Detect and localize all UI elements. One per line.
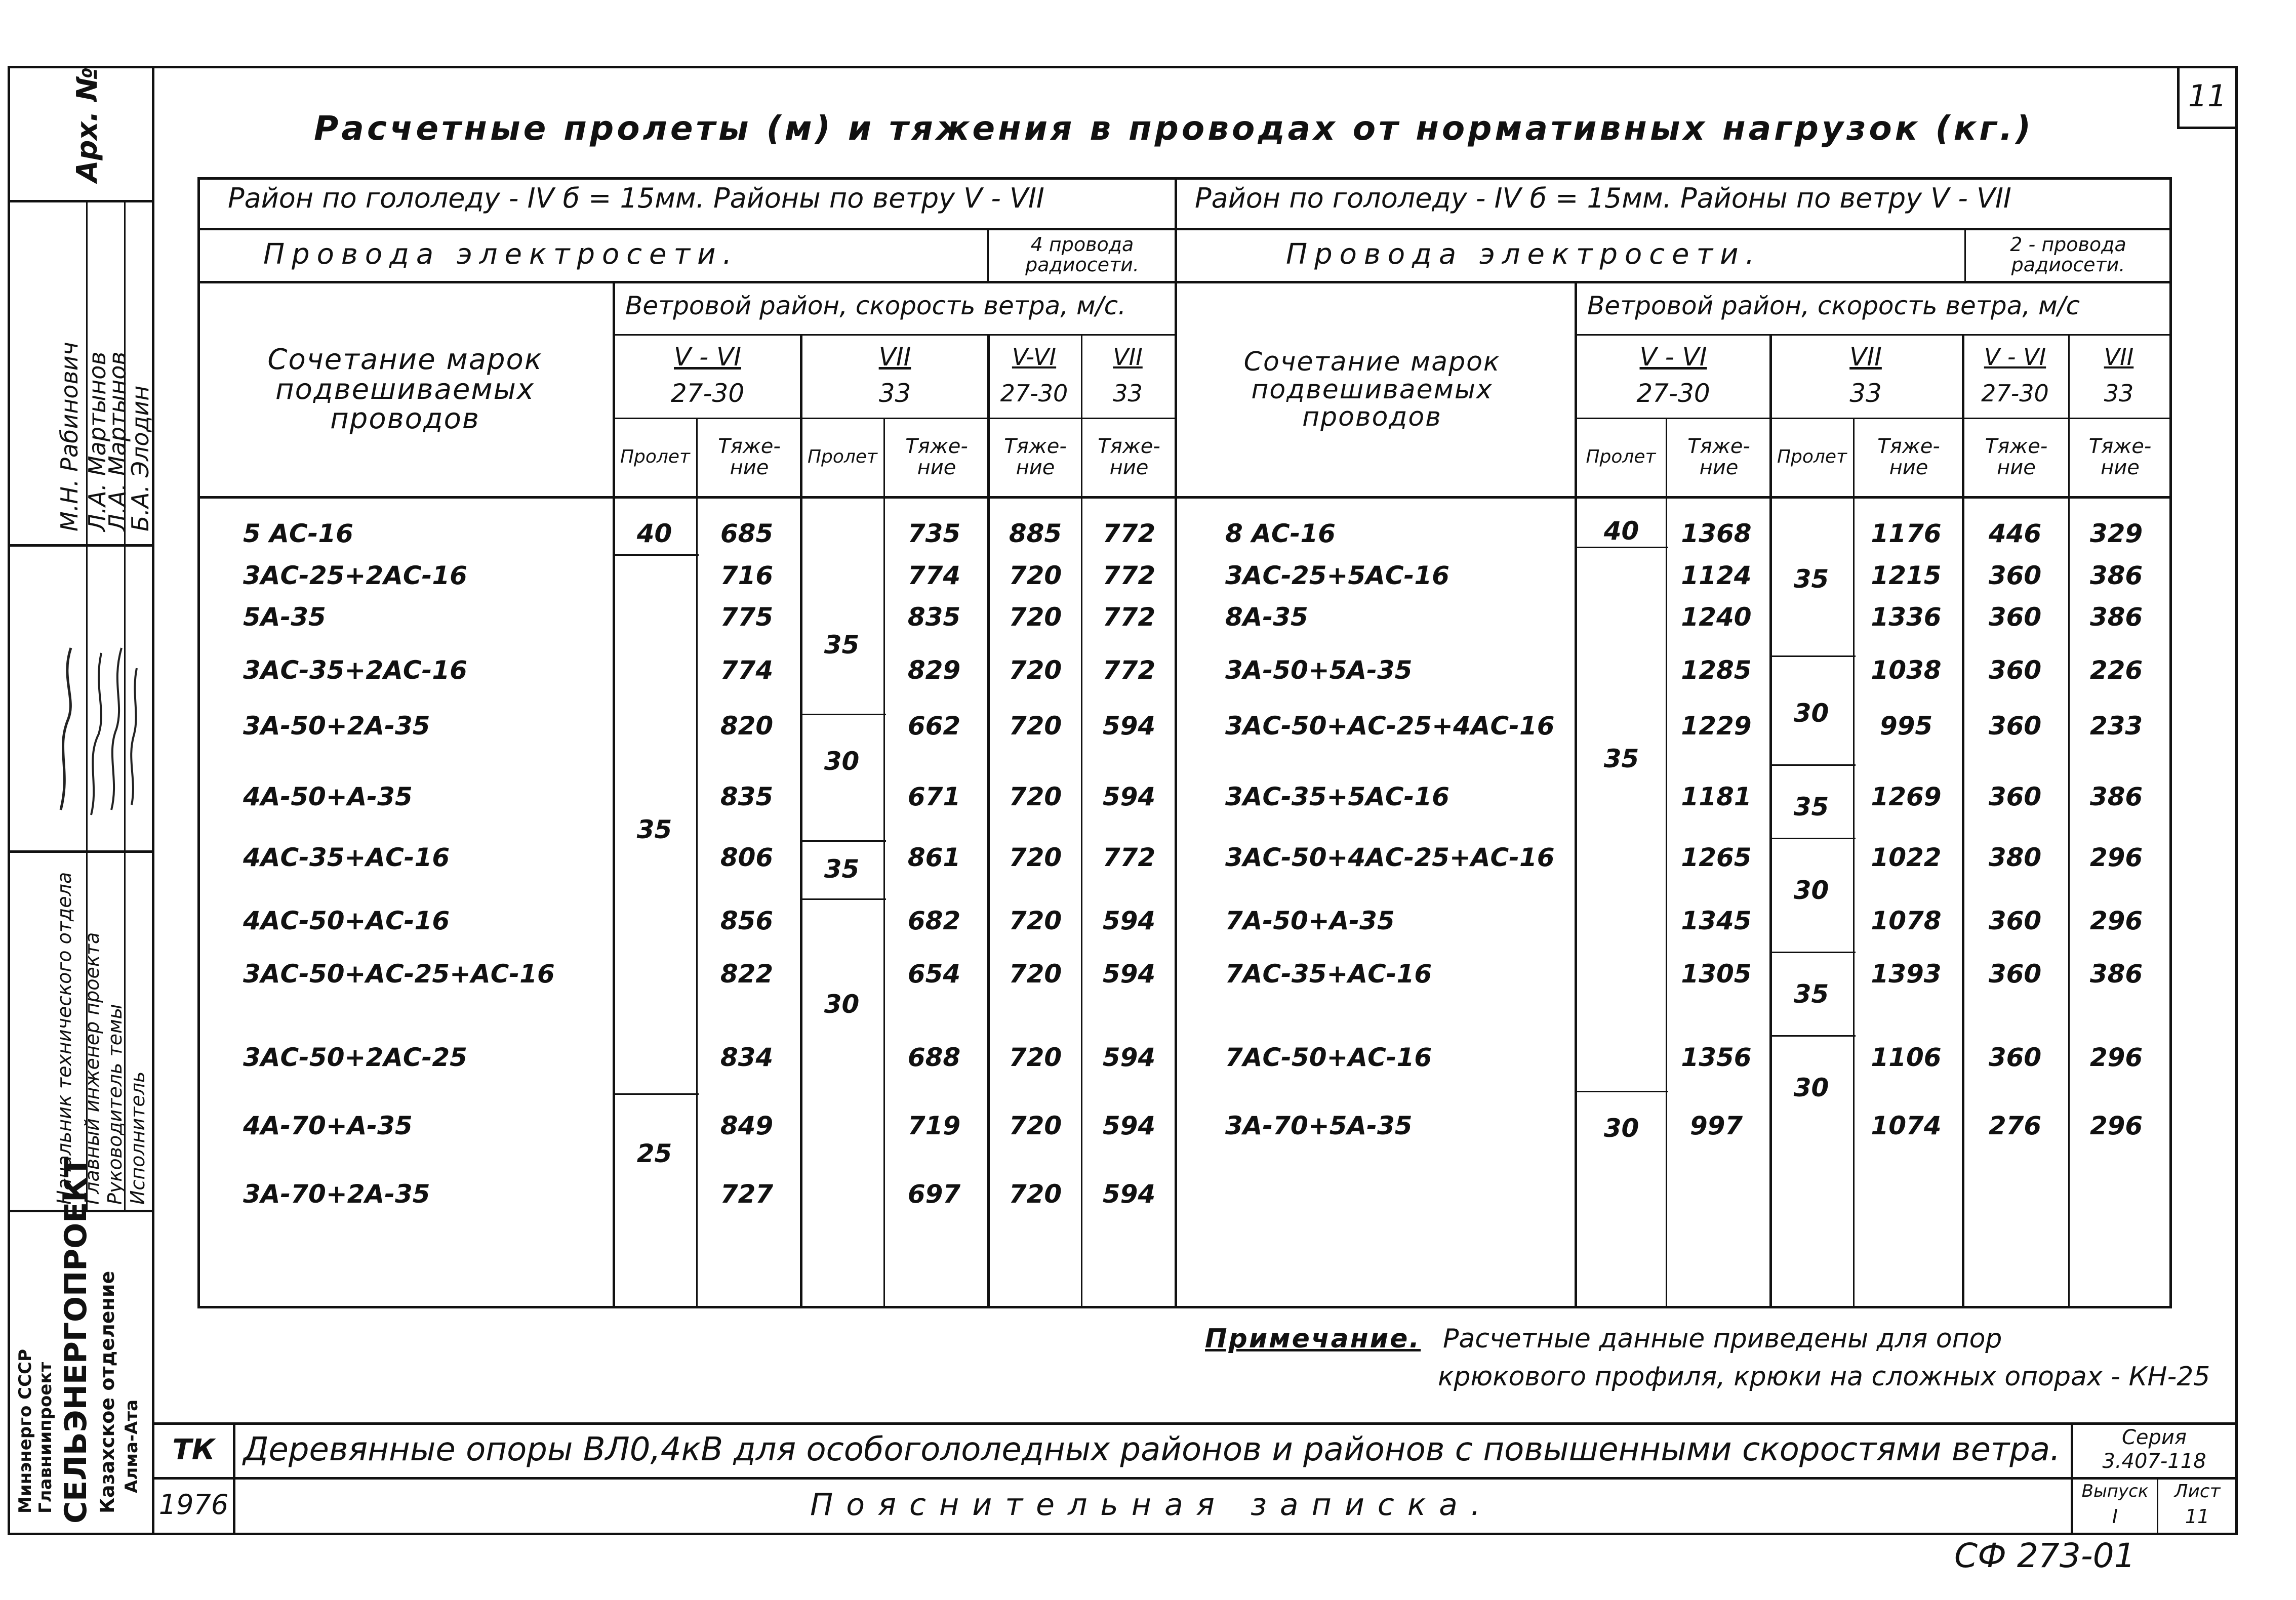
left-span2-val: 35 bbox=[824, 854, 860, 884]
side-signatures bbox=[51, 618, 142, 830]
right-g1-speed: 27-30 bbox=[1636, 379, 1710, 408]
left-span-label-2: Пролет bbox=[807, 446, 878, 467]
left-span2-sep-a bbox=[800, 714, 886, 715]
left-row-combo: 3А-50+2А-35 bbox=[243, 711, 430, 741]
left-row-combo: 3АС-50+2АС-25 bbox=[243, 1043, 467, 1072]
right-g4-speed: 33 bbox=[2104, 380, 2134, 407]
right-row-tension-1: 1368 bbox=[1681, 519, 1752, 548]
right-row-tension-2: 1022 bbox=[1871, 843, 1942, 872]
stamp-subtitle: Пояснительная записка. bbox=[810, 1487, 1494, 1523]
right-row-tension-4: 296 bbox=[2089, 1111, 2143, 1140]
left-row-tension-1: 774 bbox=[720, 655, 774, 685]
table-left bbox=[197, 177, 200, 1306]
right-span2-sep-d bbox=[1769, 952, 1856, 953]
right-row-combo: 3АС-50+АС-25+4АС-16 bbox=[1225, 711, 1555, 741]
left-row-tension-3: 720 bbox=[1009, 1111, 1062, 1140]
right-row-tension-2: 1106 bbox=[1871, 1043, 1942, 1072]
left-row-tension-3: 720 bbox=[1009, 782, 1062, 811]
side-name-3: Л.А. Мартынов bbox=[104, 351, 131, 531]
left-row-combo: 5 АС-16 bbox=[243, 519, 353, 548]
right-row-tension-4: 233 bbox=[2089, 711, 2143, 741]
table-top bbox=[197, 177, 2172, 180]
left-row-tension-4: 594 bbox=[1102, 1179, 1156, 1209]
right-row-combo: 8 АС-16 bbox=[1225, 519, 1336, 548]
right-row-tension-3: 360 bbox=[1988, 959, 2042, 989]
left-row-tension-2: 671 bbox=[907, 782, 961, 811]
frame-left bbox=[152, 66, 154, 1533]
left-wires-header: Провода электросети. bbox=[263, 238, 739, 271]
left-row-tension-3: 720 bbox=[1009, 711, 1062, 741]
side-org-4: Казахское отделение bbox=[96, 1270, 118, 1513]
side-role-1: Начальник технического отдела bbox=[53, 872, 75, 1205]
right-row-tension-2: 1336 bbox=[1871, 602, 1942, 632]
right-row-combo: 7АС-35+АС-16 bbox=[1225, 959, 1432, 989]
right-row-tension-1: 1265 bbox=[1681, 843, 1752, 872]
left-span2-val: 30 bbox=[824, 747, 860, 776]
left-row-combo: 5А-35 bbox=[243, 602, 326, 632]
left-region-header: Район по гололеду - IV б = 15мм. Районы по ветру V - VII bbox=[228, 182, 1044, 214]
left-row-tension-1: 806 bbox=[720, 843, 774, 872]
right-span-label-2: Пролет bbox=[1777, 446, 1847, 467]
right-radio-sep bbox=[1964, 228, 1966, 281]
right-span1-val: 40 bbox=[1603, 516, 1639, 546]
right-row-tension-3: 360 bbox=[1988, 906, 2042, 935]
left-row-tension-4: 594 bbox=[1102, 782, 1156, 811]
left-row-tension-2: 662 bbox=[907, 711, 961, 741]
left-row-tension-4: 772 bbox=[1102, 561, 1156, 590]
right-row-tension-2: 995 bbox=[1879, 711, 1933, 741]
right-span-label-1: Пролет bbox=[1586, 446, 1656, 467]
side-name-1: М.Н. Рабинович bbox=[56, 342, 83, 531]
left-g1-roman: V - VI bbox=[674, 342, 741, 372]
right-span2-val: 35 bbox=[1793, 792, 1829, 822]
right-row-combo: 3АС-50+4АС-25+АС-16 bbox=[1225, 843, 1555, 872]
left-g2-roman: VII bbox=[878, 342, 911, 372]
left-span2-val: 35 bbox=[824, 630, 860, 660]
left-row-tension-3: 720 bbox=[1009, 843, 1062, 872]
side-org-3: СЕЛЬЭНЕРГОПРОЕКТ bbox=[58, 1156, 94, 1524]
left-span1-sep-b bbox=[613, 1093, 699, 1095]
right-row-combo: 3АС-25+5АС-16 bbox=[1225, 561, 1449, 590]
right-row-tension-4: 296 bbox=[2089, 906, 2143, 935]
left-g4-roman: VII bbox=[1113, 343, 1143, 371]
left-row-tension-4: 772 bbox=[1102, 519, 1156, 548]
stamp-sheet-label: Лист bbox=[2174, 1481, 2221, 1502]
right-row-tension-3: 360 bbox=[1988, 655, 2042, 685]
left-row-tension-1: 822 bbox=[720, 959, 774, 989]
left-row-tension-3: 720 bbox=[1009, 1043, 1062, 1072]
left-row-tension-1: 834 bbox=[720, 1043, 774, 1072]
left-row-tension-4: 594 bbox=[1102, 1111, 1156, 1140]
right-row-tension-2: 1038 bbox=[1871, 655, 1942, 685]
right-span2-val: 35 bbox=[1793, 979, 1829, 1009]
right-row-tension-1: 1285 bbox=[1681, 655, 1752, 685]
right-wind-header: Ветровой район, скорость ветра, м/с bbox=[1587, 291, 2080, 320]
left-wind-header: Ветровой район, скорость ветра, м/с. bbox=[625, 291, 1126, 320]
left-row-tension-3: 720 bbox=[1009, 959, 1062, 989]
side-role-4: Исполнитель bbox=[127, 1071, 149, 1205]
right-row-tension-3: 276 bbox=[1988, 1111, 2042, 1140]
left-row-tension-4: 772 bbox=[1102, 843, 1156, 872]
right-row-tension-2: 1215 bbox=[1871, 561, 1942, 590]
left-row-tension-2: 829 bbox=[907, 655, 961, 685]
right-span2-sep-a bbox=[1769, 655, 1856, 657]
right-row-tension-2: 1176 bbox=[1871, 519, 1942, 548]
left-g1-speed: 27-30 bbox=[670, 379, 745, 408]
table-divider bbox=[1175, 177, 1177, 1306]
frame-bottom bbox=[8, 1533, 2238, 1535]
left-row-tension-4: 594 bbox=[1102, 1043, 1156, 1072]
right-col-b bbox=[1666, 418, 1667, 1306]
sheet-number: 11 bbox=[2188, 78, 2227, 114]
side-sep-1 bbox=[8, 200, 152, 202]
right-row-tension-3: 380 bbox=[1988, 843, 2042, 872]
right-row-tension-1: 1240 bbox=[1681, 602, 1752, 632]
left-span2-sep-b bbox=[800, 840, 886, 842]
side-org-5: Алма-Ата bbox=[122, 1399, 142, 1493]
left-g3-roman: V-VI bbox=[1012, 343, 1057, 371]
note-label: Примечание. bbox=[1205, 1324, 1421, 1354]
right-row-tension-4: 386 bbox=[2089, 561, 2143, 590]
right-span1-sep-a bbox=[1575, 547, 1668, 548]
right-row-tension-3: 360 bbox=[1988, 711, 2042, 741]
side-org-2: Главниипроект bbox=[35, 1362, 56, 1513]
left-row-tension-3: 720 bbox=[1009, 906, 1062, 935]
left-row-tension-3: 885 bbox=[1009, 519, 1062, 548]
right-g3-roman: V - VI bbox=[1984, 343, 2046, 371]
left-row-tension-2: 697 bbox=[907, 1179, 961, 1209]
stamp-series-label: Серия bbox=[2122, 1426, 2187, 1449]
right-row-tension-4: 296 bbox=[2089, 843, 2143, 872]
right-row-combo: 3АС-35+5АС-16 bbox=[1225, 782, 1449, 811]
right-wires-header: Провода электросети. bbox=[1286, 238, 1762, 271]
left-row-tension-2: 719 bbox=[907, 1111, 961, 1140]
right-speed-line bbox=[1575, 418, 2172, 419]
left-row-tension-3: 720 bbox=[1009, 1179, 1062, 1209]
left-row-tension-2: 682 bbox=[907, 906, 961, 935]
right-combo-header: Сочетание марок подвешиваемых проводов bbox=[1243, 347, 1501, 433]
right-g2-speed: 33 bbox=[1849, 379, 1882, 408]
left-span2-val: 30 bbox=[824, 990, 860, 1019]
right-tension-label-1: Тяже-ние bbox=[1687, 434, 1750, 479]
left-row-tension-2: 774 bbox=[907, 561, 961, 590]
stamp-main-title: Деревянные опоры ВЛ0,4кВ для особогололедных районов и районов с повышенными скоростями ветра. bbox=[243, 1431, 2061, 1469]
left-row-tension-2: 688 bbox=[907, 1043, 961, 1072]
right-span2-sep-b bbox=[1769, 764, 1856, 766]
right-row-tension-2: 1393 bbox=[1871, 959, 1942, 989]
left-row-tension-2: 735 bbox=[907, 519, 961, 548]
left-g2-speed: 33 bbox=[878, 379, 911, 408]
right-g3-speed: 27-30 bbox=[1981, 380, 2049, 407]
right-row-tension-1: 1124 bbox=[1681, 561, 1752, 590]
left-row-tension-4: 594 bbox=[1102, 959, 1156, 989]
left-radio-sep bbox=[987, 228, 989, 281]
left-row-tension-4: 772 bbox=[1102, 602, 1156, 632]
right-span2-val: 35 bbox=[1793, 564, 1829, 594]
left-span2-sep-c bbox=[800, 898, 886, 900]
left-row-tension-4: 594 bbox=[1102, 711, 1156, 741]
right-row-tension-1: 997 bbox=[1689, 1111, 1743, 1140]
left-tension-label-2: Тяже-ние bbox=[905, 434, 968, 479]
side-role-2: Главный инженер проекта bbox=[81, 932, 103, 1205]
sheet-box-bottom bbox=[2177, 127, 2238, 129]
side-name-4: Б.А. Элодин bbox=[127, 385, 154, 531]
right-row-tension-2: 1269 bbox=[1871, 782, 1942, 811]
left-span1-val: 35 bbox=[636, 815, 672, 844]
right-row-combo: 8А-35 bbox=[1225, 602, 1308, 632]
left-tension-label-3: Тяже-ние bbox=[1004, 434, 1067, 479]
right-row-tension-1: 1229 bbox=[1681, 711, 1752, 741]
side-role-3: Руководитель темы bbox=[104, 1004, 126, 1205]
frame-top bbox=[152, 66, 2238, 68]
right-row-tension-3: 360 bbox=[1988, 561, 2042, 590]
side-sep-2 bbox=[8, 544, 152, 547]
right-row-tension-4: 386 bbox=[2089, 602, 2143, 632]
right-row-tension-3: 446 bbox=[1988, 519, 2042, 548]
right-span1-val: 30 bbox=[1603, 1114, 1639, 1143]
right-span1-val: 35 bbox=[1603, 744, 1639, 773]
right-row-tension-3: 360 bbox=[1988, 1043, 2042, 1072]
header-line-1 bbox=[197, 228, 2172, 230]
left-col-b bbox=[696, 418, 698, 1306]
left-row-tension-3: 720 bbox=[1009, 655, 1062, 685]
right-row-combo: 3А-70+5А-35 bbox=[1225, 1111, 1413, 1140]
header-line-end bbox=[197, 496, 2172, 499]
left-g3-speed: 27-30 bbox=[1000, 380, 1068, 407]
right-row-tension-4: 226 bbox=[2089, 655, 2143, 685]
header-line-2 bbox=[197, 281, 2172, 283]
left-row-tension-2: 654 bbox=[907, 959, 961, 989]
left-row-combo: 3А-70+2А-35 bbox=[243, 1179, 430, 1209]
right-col-d bbox=[1853, 418, 1855, 1306]
stamp-issue-value: I bbox=[2112, 1505, 2118, 1528]
right-row-tension-4: 386 bbox=[2089, 959, 2143, 989]
left-row-combo: 3АС-50+АС-25+АС-16 bbox=[243, 959, 555, 989]
side-panel-left bbox=[8, 66, 10, 1533]
right-span2-val: 30 bbox=[1793, 876, 1829, 905]
side-arch-label: Арх. № bbox=[71, 67, 104, 182]
stamp-year: 1976 bbox=[158, 1488, 229, 1521]
right-span2-val: 30 bbox=[1793, 699, 1829, 728]
note-text-2: крюкового профиля, крюки на сложных опорах - КН-25 bbox=[1438, 1362, 2210, 1392]
left-span1-sep-a bbox=[613, 554, 699, 556]
right-tension-label-4: Тяже-ние bbox=[2088, 434, 2152, 479]
right-row-combo: 3А-50+5А-35 bbox=[1225, 655, 1413, 685]
right-row-tension-3: 360 bbox=[1988, 602, 2042, 632]
side-name-2: Л.А. Мартынов bbox=[84, 351, 111, 531]
left-row-tension-1: 727 bbox=[720, 1179, 774, 1209]
right-col-f bbox=[2068, 334, 2070, 1306]
left-tension-label-4: Тяже-ние bbox=[1098, 434, 1160, 479]
left-col-f bbox=[1081, 334, 1082, 1306]
stamp-col-1 bbox=[233, 1422, 235, 1533]
left-row-combo: 4А-70+А-35 bbox=[243, 1111, 413, 1140]
page-title: Расчетные пролеты (м) и тяжения в проводах от нормативных нагрузок (кг.) bbox=[314, 109, 2034, 148]
left-row-tension-1: 716 bbox=[720, 561, 774, 590]
left-row-tension-1: 856 bbox=[720, 906, 774, 935]
note-text-1: Расчетные данные приведены для опор bbox=[1443, 1324, 2002, 1354]
right-row-tension-3: 360 bbox=[1988, 782, 2042, 811]
stamp-col-3 bbox=[2157, 1477, 2158, 1533]
left-row-combo: 3АС-25+2АС-16 bbox=[243, 561, 467, 590]
left-radio-header: 4 провода радиосети. bbox=[1025, 233, 1139, 276]
right-tension-label-2: Тяже-ние bbox=[1877, 434, 1940, 479]
right-tension-label-3: Тяже-ние bbox=[1985, 434, 2048, 479]
right-span2-val: 30 bbox=[1793, 1073, 1829, 1102]
right-row-tension-4: 296 bbox=[2089, 1043, 2143, 1072]
left-row-tension-1: 685 bbox=[720, 519, 774, 548]
left-row-combo: 4АС-50+АС-16 bbox=[243, 906, 450, 935]
left-row-tension-4: 594 bbox=[1102, 906, 1156, 935]
stamp-tk: ТК bbox=[172, 1433, 215, 1466]
right-region-header: Район по гололеду - IV б = 15мм. Районы по ветру V - VII bbox=[1195, 182, 2011, 214]
left-span1-val: 40 bbox=[636, 519, 672, 548]
stamp-sheet-value: 11 bbox=[2185, 1505, 2210, 1528]
stamp-issue-label: Выпуск bbox=[2081, 1481, 2149, 1502]
table-bottom bbox=[197, 1306, 2172, 1308]
left-tension-label-1: Тяже-ние bbox=[718, 434, 781, 479]
left-wind-line bbox=[613, 334, 1175, 336]
left-row-tension-2: 835 bbox=[907, 602, 961, 632]
left-span-label-1: Пролет bbox=[620, 446, 691, 467]
frame-right bbox=[2235, 66, 2238, 1533]
side-sep-3 bbox=[8, 850, 152, 853]
right-row-tension-1: 1305 bbox=[1681, 959, 1752, 989]
right-row-tension-4: 329 bbox=[2089, 519, 2143, 548]
right-row-tension-1: 1356 bbox=[1681, 1043, 1752, 1072]
right-row-tension-2: 1074 bbox=[1871, 1111, 1942, 1140]
table-right bbox=[2169, 177, 2172, 1306]
right-row-tension-4: 386 bbox=[2089, 782, 2143, 811]
left-row-combo: 3АС-35+2АС-16 bbox=[243, 655, 467, 685]
left-g4-speed: 33 bbox=[1113, 380, 1143, 407]
right-radio-header: 2 - провода радиосети. bbox=[2010, 233, 2126, 276]
right-wind-line bbox=[1575, 334, 2172, 336]
left-row-tension-1: 835 bbox=[720, 782, 774, 811]
left-row-tension-3: 720 bbox=[1009, 602, 1062, 632]
left-row-tension-1: 849 bbox=[720, 1111, 774, 1140]
left-combo-header: Сочетание марок подвешиваемых проводов bbox=[267, 343, 543, 436]
left-row-tension-1: 820 bbox=[720, 711, 774, 741]
left-row-combo: 4А-50+А-35 bbox=[243, 782, 413, 811]
left-row-tension-4: 772 bbox=[1102, 655, 1156, 685]
stamp-series-value: 3.407-118 bbox=[2102, 1450, 2206, 1473]
right-g2-roman: VII bbox=[1849, 342, 1882, 372]
right-row-combo: 7АС-50+АС-16 bbox=[1225, 1043, 1432, 1072]
right-row-combo: 7А-50+А-35 bbox=[1225, 906, 1395, 935]
doc-code: СФ 273-01 bbox=[1954, 1536, 2136, 1575]
left-row-tension-1: 775 bbox=[720, 602, 774, 632]
right-row-tension-1: 1345 bbox=[1681, 906, 1752, 935]
right-span2-sep-c bbox=[1769, 838, 1856, 839]
side-org-1: Минэнерго СССР bbox=[15, 1349, 35, 1513]
left-row-tension-2: 861 bbox=[907, 843, 961, 872]
right-row-tension-2: 1078 bbox=[1871, 906, 1942, 935]
right-row-tension-1: 1181 bbox=[1681, 782, 1752, 811]
right-span1-sep-b bbox=[1575, 1091, 1668, 1092]
left-row-combo: 4АС-35+АС-16 bbox=[243, 843, 450, 872]
right-span2-sep-e bbox=[1769, 1035, 1856, 1037]
left-span1-val: 25 bbox=[636, 1139, 672, 1168]
right-g1-roman: V - VI bbox=[1639, 342, 1707, 372]
right-g4-roman: VII bbox=[2104, 343, 2134, 371]
left-row-tension-3: 720 bbox=[1009, 561, 1062, 590]
